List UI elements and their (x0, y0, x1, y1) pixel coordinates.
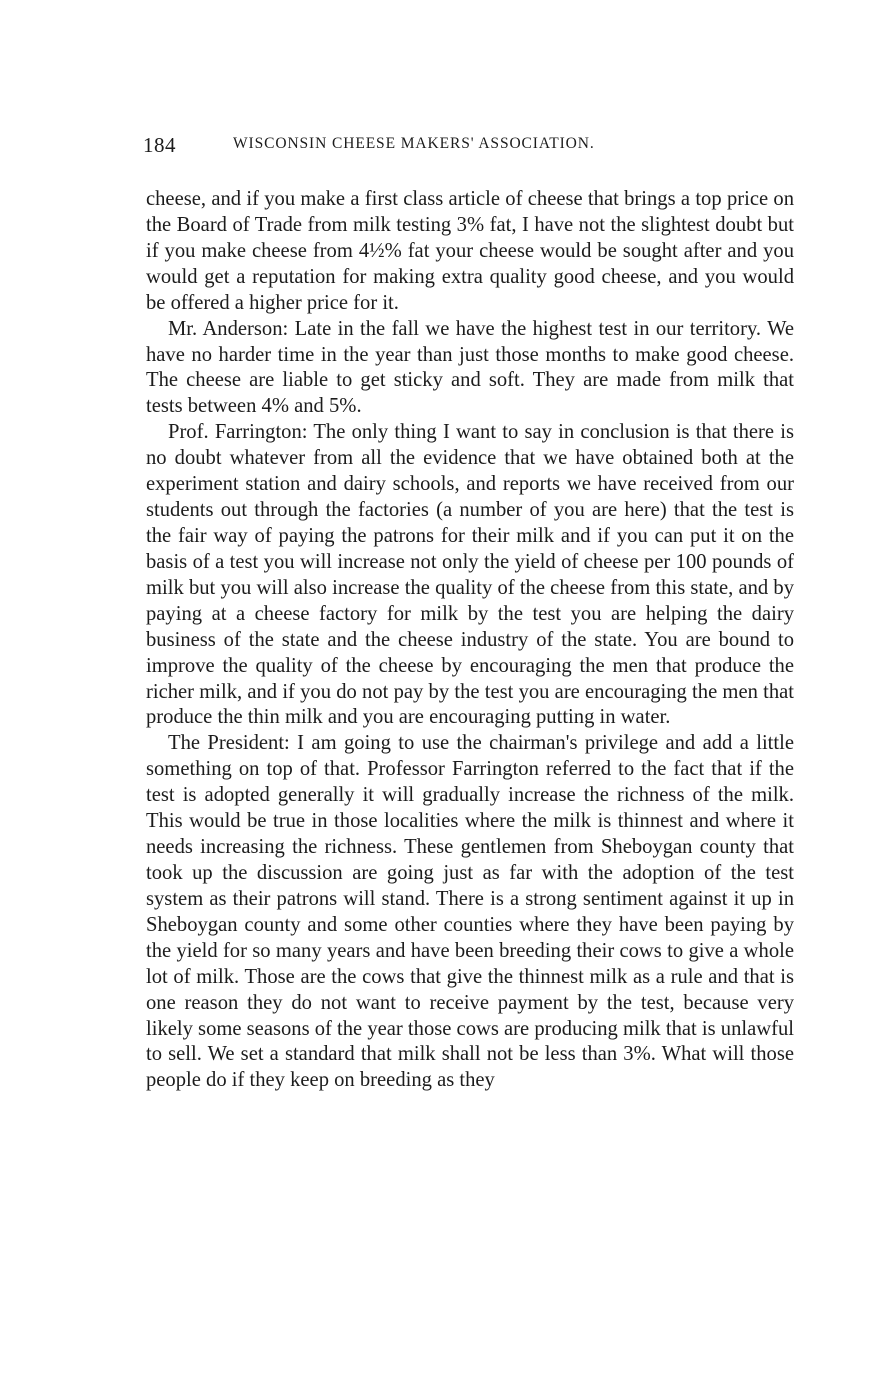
running-head (143, 133, 803, 159)
running-title: WISCONSIN CHEESE MAKERS' ASSOCIATION. (233, 135, 595, 152)
paragraph-president: The President: I am going to use the chairman's privilege and add a little something on top of that. Professor Farrington referred to the fact that if the test is adopted generally it will gradually increase the richness of the milk. This would be true in those localities where the milk is thinnest and where it needs increasing the richness. These gentlemen from Sheboygan county that took up the discussion are going just as far with the adoption of the test system as their patrons will stand. There is a strong sentiment against it up in Sheboygan county and some other counties where they have been paying by the yield for so many years and have been breeding their cows to give a whole lot of milk. Those are the cows that give the thinnest milk as a rule and that is one reason they do not want to receive payment by the test, because very likely some seasons of the year those cows are producing milk that is unlawful to sell. We set a standard that milk shall not be less than 3%. What will those people do if they keep on breeding as they (146, 732, 794, 1092)
body-text (146, 187, 794, 1094)
paragraph-continued: cheese, and if you make a first class article of cheese that brings a top price on the Board of Trade from milk testing 3% fat, I have not the slightest doubt but if you make cheese from 4½% fat your cheese would be sought after and you would get a reputation for making extra quality good cheese, and you would be offered a higher price for it. (146, 188, 794, 314)
paragraph-anderson: Mr. Anderson: Late in the fall we have the highest test in our territory. We have no harder time in the year than just those months to make good cheese. The cheese are liable to get sticky and soft. They are made from milk that tests between 4% and 5%. (146, 317, 794, 418)
paragraph-farrington: Prof. Farrington: The only thing I want to say in conclusion is that there is no doubt whatever from all the evidence that we have obtained both at the experiment station and dairy schools, and reports we have received from our students out through the factories (a number of you are here) that the test is the fair way of paying the patrons for their milk and if you can put it on the basis of a test you will increase not only the yield of cheese per 100 pounds of milk but you will also increase the quality of the cheese from this state, and by paying at a cheese factory for milk by the test you are helping the dairy business of the state and the cheese industry of the state. You are bound to improve the quality of the cheese by encouraging the men that produce the richer milk, and if you do not pay by the test you are encouraging the men that produce the thin milk and you are encouraging putting in water. (146, 421, 794, 729)
page-number: 184 (143, 133, 176, 157)
